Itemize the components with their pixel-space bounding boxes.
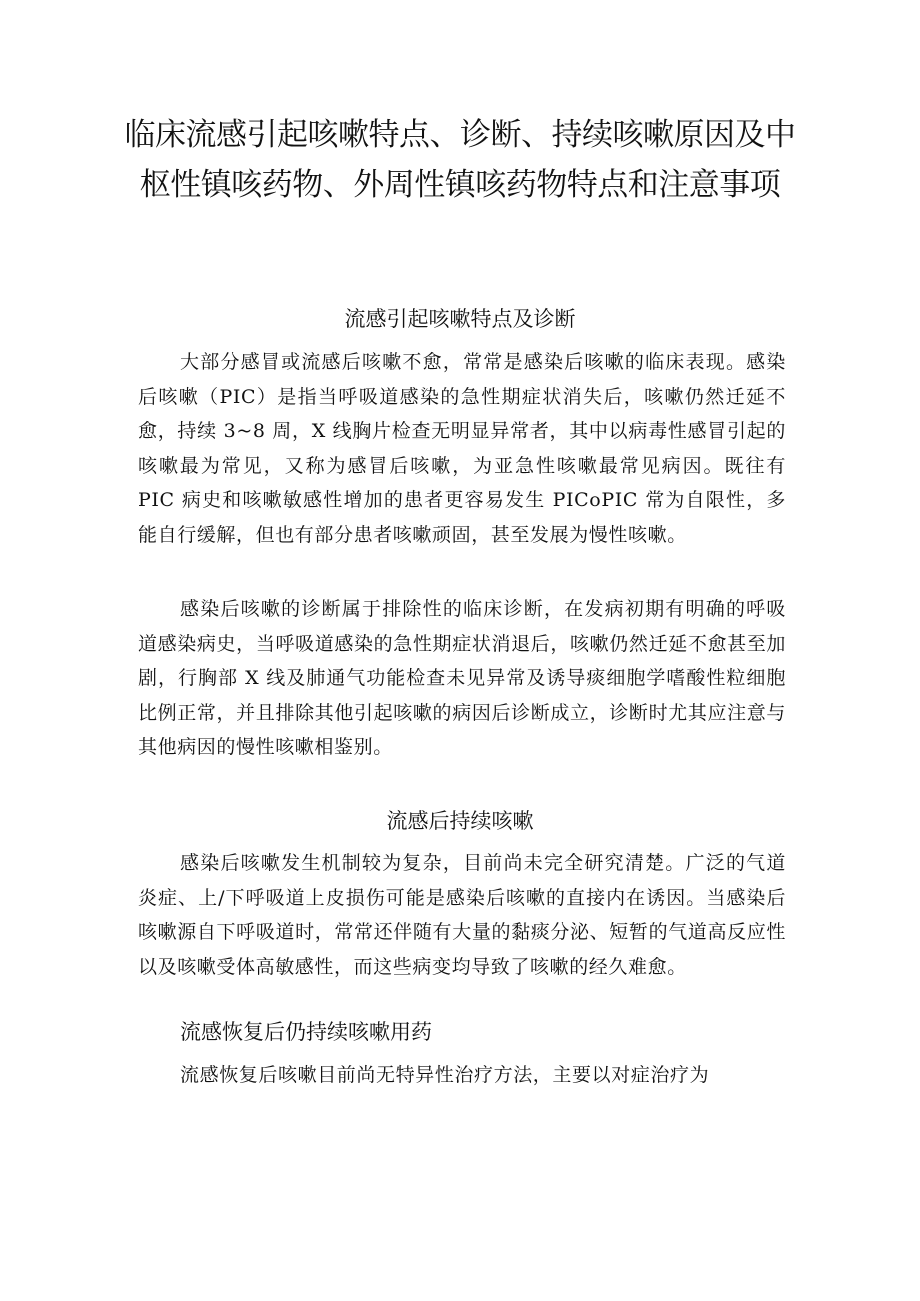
paragraph-cough-features: 大部分感冒或流感后咳嗽不愈，常常是感染后咳嗽的临床表现。感染后咳嗽（PIC）是指当呼吸道感染的急性期症状消失后，咳嗽仍然迁延不愈，持续 3~8 周，X 线胸片检查无明显异常者，其中以病毒性感冒引起的咳嗽最为常见，又称为感冒后咳嗽，为亚急性咳嗽最常见病因。既往有 PIC 病史和咳嗽敏感性增加的患者更容易发生 PICoPIC 常为自限性，多能自行缓解，但也有部分患者咳嗽顽固，甚至发展为慢性咳嗽。 [138,351,786,546]
paragraph-persistent-cough: 感染后咳嗽发生机制较为复杂，目前尚未完全研究清楚。广泛的气道炎症、上/下呼吸道上皮损伤可能是感染后咳嗽的直接内在诱因。当感染后咳嗽源自下呼吸道时，常常还伴随有大量的黏痰分泌、短暂的气道高反应性以及咳嗽受体高敏感性，而这些病变均导致了咳嗽的经久难愈。 [138,852,786,978]
paragraph-medication: 流感恢复后咳嗽目前尚无特异性治疗方法，主要以对症治疗为 [180,1064,710,1086]
paragraph-diagnosis: 感染后咳嗽的诊断属于排除性的临床诊断，在发病初期有明确的呼吸道感染病史，当呼吸道感染的急性期症状消退后，咳嗽仍然迁延不愈甚至加剧，行胸部 X 线及肺通气功能检查未见异常及诱导痰细胞学嗜酸性粒细胞比例正常，并且排除其他引起咳嗽的病因后诊断成立，诊断时尤其应注意与其他病因的慢性咳嗽相鉴别。 [138,598,786,758]
document-title: 临床流感引起咳嗽特点、诊断、持续咳嗽原因及中枢性镇咳药物、外周性镇咳药物特点和注意事项 [124,117,796,203]
section-heading-persistent-cough: 流感后持续咳嗽 [386,809,534,833]
section-heading-cough-features: 流感引起咳嗽特点及诊断 [344,307,576,331]
section-heading-medication: 流感恢复后仍持续咳嗽用药 [180,1020,432,1044]
